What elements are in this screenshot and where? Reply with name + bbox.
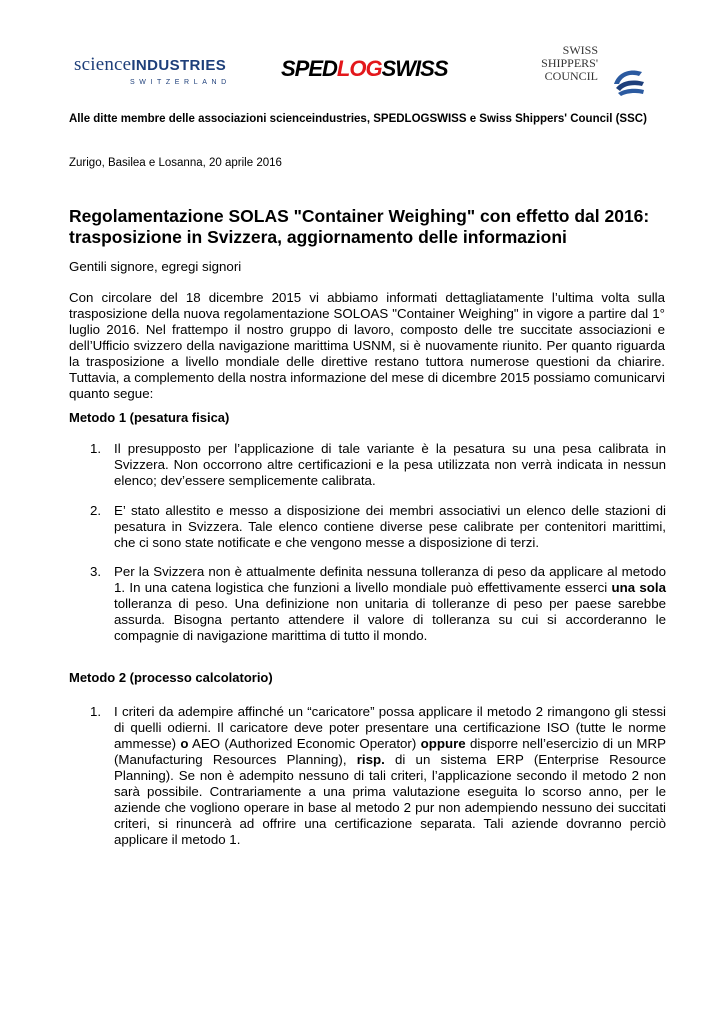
logo-si-sub: SWITZERLAND [130, 79, 231, 86]
intro-paragraph: Con circolare del 18 dicembre 2015 vi abbiamo informati dettagliatamente l’ultima volta sulla trasposizione della nuova regolamentazione SOLOAS "Container Weighing" in vigore a partire dal 1° luglio 2016. Nel frattempo il nostro gruppo di lavoro, composto delle tre succitate associazioni e dell’Ufficio svizzero della navigazione marittima USNM, si è nuovamente riunito. Per quanto riguarda la trasposizione a livello mondiale delle direttive restano tuttora numerose questioni da chiarire. Tuttavia, a complemento della nostra informazione del mese di dicembre 2015 possiamo comunicarvi quanto segue: [69, 290, 665, 401]
letter-title: Regolamentazione SOLAS "Container Weighing" con effetto dal 2016: trasposizione in Svizzera, aggiornamento delle informazioni [69, 206, 650, 247]
text-segment: tolleranza di peso. Una definizione non unitaria di tolleranze di peso per paese sarebbe assurda. Bisogna pertanto attendere il valore di tolleranza su cui si accorderanno le compagnie di navigazione marittima di tutto il mondo. [114, 596, 666, 643]
addressee: Alle ditte membre delle associazioni scienceindustries, SPEDLOGSWISS e Swiss Shippers' Council (SSC) [69, 113, 647, 125]
logo-ssc-line3: COUNCIL [544, 69, 598, 83]
list-item-text [114, 704, 666, 848]
ssc-wave-icon [612, 66, 646, 96]
logo-ssc-line2: SHIPPERS' [541, 56, 598, 70]
logo-si-part2: INDUSTRIES [131, 57, 227, 74]
method2-heading: Metodo 2 (processo calcolatorio) [69, 670, 273, 685]
list-item-text: Il presupposto per l’applicazione di tale variante è la pesatura su una pesa calibrata in Svizzera. Non occorrono altre certificazioni e la pesa utilizzata non verrà indicata in nessun elenco; dev’essere semplicemente calibrata. [114, 441, 666, 488]
list-number: 2. [90, 503, 102, 518]
list-number: 1. [90, 441, 102, 456]
bold-emphasis: o [180, 736, 189, 751]
ssc-logo [540, 44, 650, 104]
text-segment: AEO (Authorized Economic Operator) [188, 736, 421, 751]
list-number: 3. [90, 564, 102, 579]
logo-sped-part2: LOG [336, 56, 382, 81]
header-logos [0, 44, 724, 104]
logo-sped-part3: SWISS [381, 56, 448, 81]
text-segment: di un sistema ERP (Enterprise Resource Planning). Se non è adempito nessuno di tali criteri, l’applicazione secondo il metodo 2 non sarà possibile. Contrariamente a una prima valutazione eseguita lo scorso anno, per le aziende che vogliono operare in base al metodo 2 pur non adempiendo nessuno dei succitati criteri, si rinuncerà ad offrire una certificazione separata. Tali aziende dovranno perciò applicare il metodo 1. [114, 752, 666, 847]
method1-heading: Metodo 1 (pesatura fisica) [69, 410, 230, 425]
spedlogswiss-logo [281, 56, 448, 82]
dateline: Zurigo, Basilea e Losanna, 20 aprile 2016 [69, 157, 282, 169]
method1-item-2 [90, 503, 666, 551]
method1-item-3 [90, 564, 666, 644]
logo-ssc-line1: SWISS [562, 43, 598, 57]
text-segment: I criteri da adempire affinché un “caricatore” possa applicare il metodo 2 rimangono gli stessi di quelli odierni. Il caricatore deve poter presentare una certificazione ISO (tutte le norme ammesse) [114, 704, 666, 751]
list-item-text: E’ stato allestito e messo a disposizione dei membri associativi un elenco delle stazioni di pesatura in Svizzera. Tale elenco contiene diverse pese calibrate per contenitori marittimi, che ci sono state notificate e che vengono messe a disposizione di terzi. [114, 503, 666, 550]
bold-emphasis: risp. [356, 752, 385, 767]
logo-sped-part1: SPED [281, 56, 337, 81]
greeting: Gentili signore, egregi signori [69, 259, 242, 274]
method2-item-1 [90, 704, 666, 848]
scienceindustries-logo [74, 56, 234, 86]
list-item-text [114, 564, 666, 644]
text-segment: Per la Svizzera non è attualmente definita nessuna tolleranza di peso da applicare al metodo 1. In una catena logistica che funzioni a livello mondiale può effettivamente esserci [114, 564, 666, 595]
method1-item-1 [90, 441, 666, 489]
logo-si-part1: science [74, 54, 132, 75]
list-number: 1. [90, 704, 102, 719]
bold-emphasis: una sola [611, 580, 666, 595]
text-segment: disporre nell’esercizio di un MRP (Manufacturing Resources Planning), [114, 736, 666, 767]
bold-emphasis: oppure [420, 736, 466, 751]
